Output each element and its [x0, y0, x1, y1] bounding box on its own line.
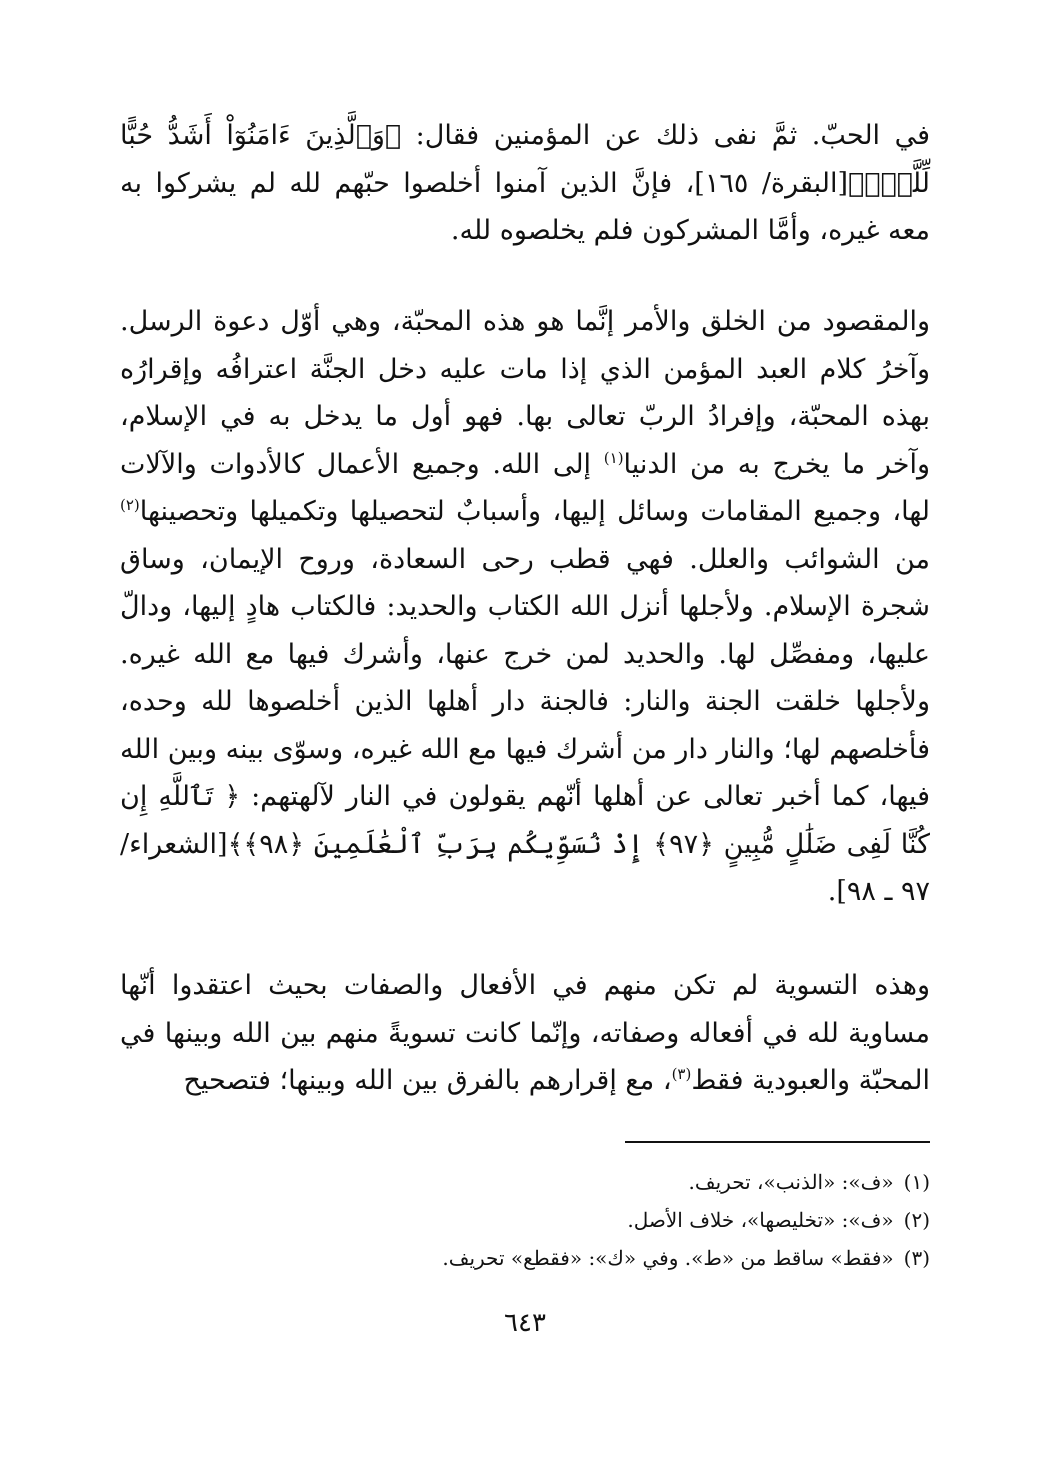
book-page — [120, 0, 930, 1474]
paragraph-2-text-c: من الشوائب والعلل. فهي قطب رحى السعادة، وروح الإيمان، وساق شجرة الإسلام. ولأجلها أنزل الله الكتاب والحديد: فالكتاب هادٍ إليها، ودالّ عليها، ومفصِّل لها. والحديد لمن خرج عنها، وأشرك فيها مع الله غيره. ولأجلها خلقت الجنة والنار: فالجنة دار أهلها الذين أخلصوها لله وحده، فأخلصهم لها؛ والنار دار من أشرك فيها مع الله غيره، وسوّى بينه وبين الله فيها، كما أخبر تعالى عن أهلها أنّهم يقولون في النار لآلهتهم: ﴿ تَٱللَّهِ إِن كُنَّا لَفِى ضَلَٰلٍ مُّبِينٍ ﴿٩٧﴾ إِذْ نُسَوِّيكُم بِرَبِّ ٱلْعَٰلَمِينَ ﴿٩٨﴾﴾[الشعراء/ ٩٧ ـ ٩٨]. — [120, 543, 931, 907]
footnote-1-number: (١) — [903, 1170, 930, 1194]
page-number: ٦٤٣ — [504, 1308, 546, 1338]
footnote-1 — [120, 1163, 930, 1201]
paragraph-3-text-b: ، مع إقرارهم بالفرق بين الله وبينها؛ فتصحيح — [183, 1065, 672, 1096]
paragraph-2 — [120, 298, 930, 916]
paragraph-3-text-a: وهذه التسوية لم تكن منهم في الأفعال والصفات بحيث اعتقدوا أنّها مساوية لله في أفعاله وصفاته، وإنّما كانت تسويةً منهم بين الله وبينها في المحبّة والعبودية فقط — [120, 970, 930, 1096]
footnote-ref-3: (٣) — [671, 1065, 692, 1083]
paragraph-1-text: في الحبّ. ثمَّ نفى ذلك عن المؤمنين فقال: ﴿وَٱلَّذِينَ ءَامَنُوٓاْ أَشَدُّ حُبًّا لِّلَّهِۗ﴾[البقرة/ ١٦٥]، فإنَّ الذين آمنوا أخلصوا حبّهم لله لم يشركوا به معه غيره، وأمَّا المشركون فلم يخلصوه لله. — [120, 120, 931, 246]
paragraph-1 — [120, 112, 930, 255]
footnote-ref-1: (١) — [603, 448, 624, 467]
footnote-separator — [625, 1141, 930, 1143]
footnote-3 — [120, 1239, 930, 1277]
paragraph-3 — [120, 962, 930, 1105]
footnote-2-number: (٢) — [903, 1208, 930, 1232]
footnote-2-text: «ف»: «تخليصها»، خلاف الأصل. — [627, 1208, 894, 1232]
paragraph-2-text-b: إلى الله. وجميع الأعمال كالأدوات والآلات لها، وجميع المقامات وسائل إليها، وأسبابٌ لتحصيلها وتكميلها وتحصينها — [120, 448, 930, 527]
footnote-ref-2: (٢) — [120, 496, 140, 514]
footnote-3-text: «فقط» ساقط من «ط». وفي «ك»: «فقطع» تحريف. — [442, 1246, 894, 1270]
footnote-3-number: (٣) — [903, 1246, 930, 1270]
paragraph-2-text-a: والمقصود من الخلق والأمر إنَّما هو هذه المحبّة، وهي أوّل دعوة الرسل. وآخرُ كلام العبد المؤمن الذي إذا مات عليه دخل الجنَّة اعترافُه وإقرارُه بهذه المحبّة، وإفرادُ الربّ تعالى بها. فهو أول ما يدخل به في الإسلام، وآخر ما يخرج به من الدنيا — [120, 306, 930, 480]
footnote-2 — [120, 1201, 930, 1239]
footnotes — [120, 1163, 930, 1277]
footnote-1-text: «ف»: «الذنب»، تحريف. — [688, 1170, 894, 1194]
